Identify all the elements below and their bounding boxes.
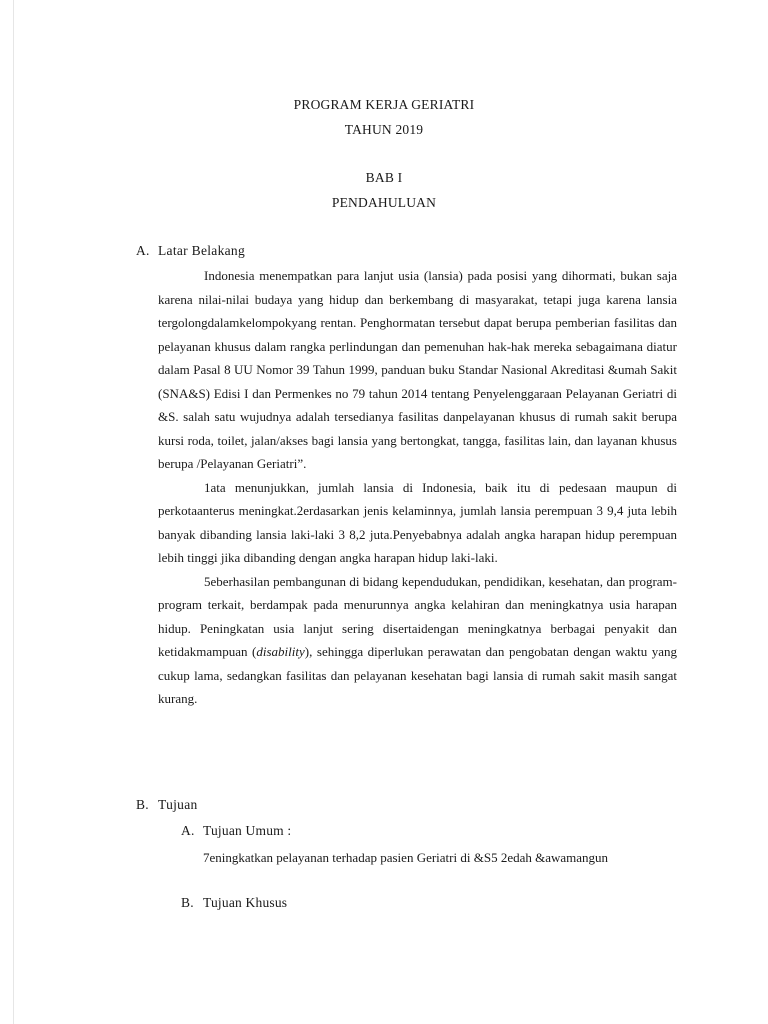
- sub-a-heading: [181, 823, 291, 839]
- section-b-heading: [136, 797, 198, 813]
- section-b-title: Tujuan: [158, 797, 198, 812]
- document-year: TAHUN 2019: [344, 122, 424, 137]
- paragraph-3-text-a: 5eberhasilan pembangunan di bidang kependudukan, pendidikan, kesehatan, dan program-program terkait, berdampak pada menurunnya angka kelahiran dan meningkatnya usia harapan hidup. Peningkatan usia lanjut sering disertaidengan meningkatnya berbagai penyakit dan ketidakmampuan (: [158, 573, 677, 659]
- chapter-number: BAB I: [365, 170, 403, 185]
- section-a-heading: [136, 243, 245, 259]
- sub-b-title: Tujuan Khusus: [203, 895, 288, 910]
- sub-b-heading: [181, 895, 287, 911]
- sub-a-title: Tujuan Umum :: [203, 823, 292, 838]
- disability-term: disability: [256, 644, 305, 659]
- paragraph-2: 1ata menunjukkan, jumlah lansia di Indonesia, baik itu di pedesaan maupun di perkotaanterus meningkat.2erdasarkan jenis kelaminnya, jumlah lansia perempuan 3 9,4 juta lebih banyak dibanding lansia laki-laki 3 8,2 juta.Penyebabnya adalah angka harapan hidup perempuan lebih tinggi jika dibanding dengan angka harapan hidup laki-laki.: [158, 479, 677, 565]
- section-a-body: [158, 264, 677, 711]
- paragraph-1: Indonesia menempatkan para lanjut usia (lansia) pada posisi yang dihormati, bukan saja karena nilai-nilai budaya yang hidup dan berkembang di masyarakat, tetapi juga karena lansia tergolongdalamkelompokyang rentan. Penghormatan tersebut dapat berupa pemberian fasilitas dan pelayanan khusus dalam rangka perlindungan dan pemenuhan hak-hak mereka sebagaimana diatur dalam Pasal 8 UU Nomor 39 Tahun 1999, panduan buku Standar Nasional Akreditasi &umah Sakit (SNA&S) Edisi I dan Permenkes no 79 tahun 2014 tentang Penyelenggaraan Pelayanan Geriatri di &S. salah satu wujudnya adalah tersedianya fasilitas danpelayanan khusus di rumah sakit berupa kursi roda, toilet, jalan/akses bagi lansia yang bertongkat, tangga, fasilitas lain, dan layanan khusus berupa /Pelayanan Geriatri”.: [158, 268, 677, 471]
- paragraph-3-text-b: ), sehingga diperlukan perawatan dan pengobatan dengan waktu yang cukup lama, sedangkan fasilitas dan pelayanan kesehatan bagi lansia di rumah sakit masih sangat kurang.: [158, 644, 677, 706]
- sub-a-letter: A.: [181, 823, 195, 838]
- document-title: PROGRAM KERJA GERIATRI: [293, 97, 475, 112]
- section-b-letter: B.: [136, 797, 149, 812]
- section-a-title: Latar Belakang: [158, 243, 246, 258]
- sub-b-letter: B.: [181, 895, 194, 910]
- chapter-title: PENDAHULUAN: [331, 195, 437, 210]
- page-edge: [13, 0, 14, 1024]
- section-a-letter: A.: [136, 243, 150, 258]
- paragraph-3: [158, 570, 677, 711]
- sub-a-text: 7eningkatkan pelayanan terhadap pasien Geriatri di &S5 2edah &awamangun: [203, 850, 609, 865]
